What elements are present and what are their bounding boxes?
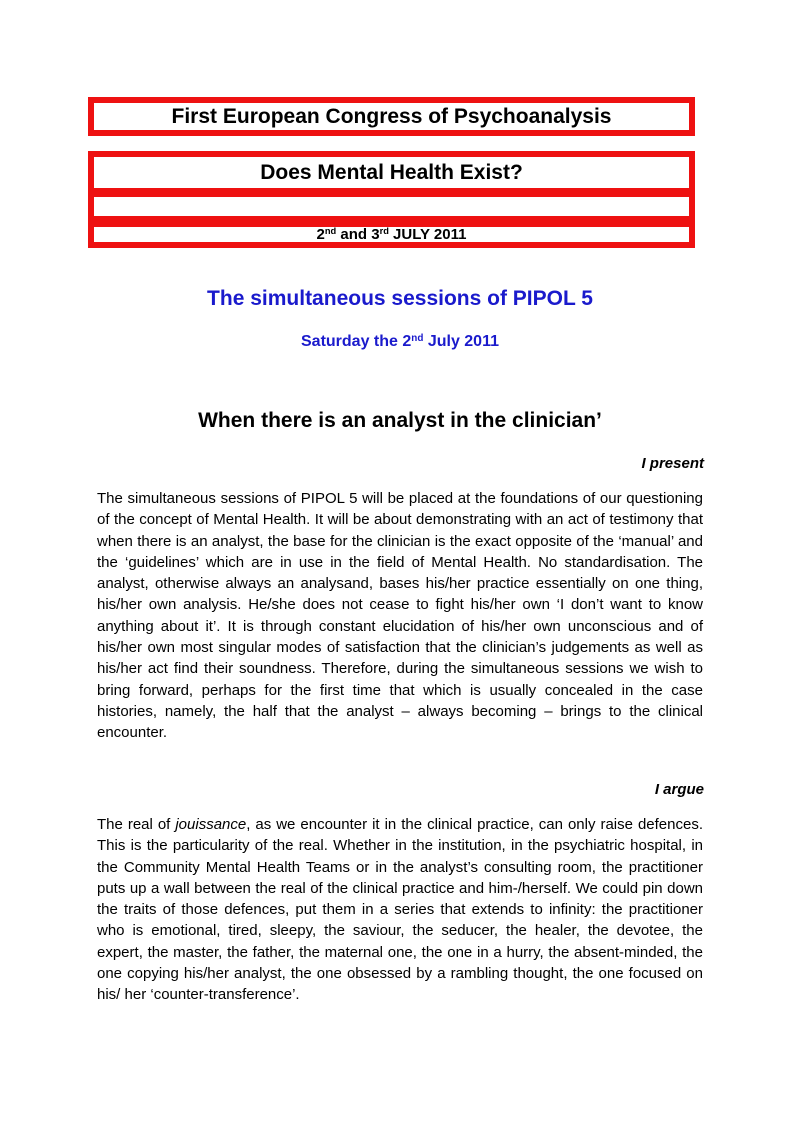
- paragraph-argue: [97, 814, 703, 1006]
- congress-date: [317, 226, 467, 243]
- section-label-argue: I argue: [654, 781, 704, 798]
- paragraph-argue-rest: , as we encounter it in the clinical practice, can only raise defences. This is the particularity of the real. Whether in the institution, in the psychiatric hospital, in the Community Mental Health Teams or in the analyst’s consulting room, the practitioner puts up a wall between the real of the clinical practice and him-/herself. We could pin down the traits of those defences, put them in a series that extends to infinity: the practitioner who is emotional, tired, sleepy, the saviour, the seducer, the healer, the devotee, the expert, the master, the father, the maternal one, the one in a hurry, the absent-minded, the one copying his/her analyst, the one obsessed by a rambling thought, the one focused on his/ her ‘counter-transference’.: [97, 816, 703, 1004]
- paragraph-argue-start: The real of: [97, 816, 176, 833]
- congress-title: First European Congress of Psychoanalysis: [171, 104, 612, 128]
- question-date-box: [88, 151, 695, 248]
- jouissance-term: jouissance: [175, 816, 247, 833]
- date-day1: 2: [316, 226, 325, 243]
- sessions-title: The simultaneous sessions of PIPOL 5: [207, 287, 593, 310]
- date-band: [94, 227, 689, 242]
- empty-band: [94, 197, 689, 216]
- date-day1-sup: nd: [324, 226, 337, 237]
- section-label-present: I present: [641, 455, 704, 472]
- sessions-date-prefix: Saturday the 2: [301, 333, 412, 350]
- date-day2-sup: rd: [379, 226, 389, 237]
- question-title: Does Mental Health Exist?: [260, 160, 523, 184]
- article-heading: When there is an analyst in the clinician’: [198, 409, 602, 432]
- sessions-date-sup: nd: [411, 333, 424, 345]
- paragraph-present: The simultaneous sessions of PIPOL 5 will be placed at the foundations of our questioning of the concept of Mental Health. It will be about demonstrating with an act of testimony that when there is an analyst, the base for the clinician is the exact opposite of the ‘manual’ and the ‘guidelines’ which are in use in the field of Mental Health. No standardisation. The analyst, otherwise always an analysand, bases his/her practice essentially on one thing, his/her own analysis. He/she does not cease to fight his/her own ‘I don’t want to know anything about it’. It is through constant elucidation of his/her own unconscious and of his/her own most singular modes of satisfaction that the clinician’s judgements as well as his/her act find their soundness. Therefore, during the simultaneous sessions we wish to bring forward, perhaps for the first time that which is usually concealed in the case histories, namely, the half that the analyst – always becoming – brings to the clinical encounter.: [97, 490, 703, 742]
- date-and: and 3: [336, 226, 380, 243]
- congress-title-box: [88, 97, 695, 136]
- date-month-year: JULY 2011: [388, 226, 467, 243]
- question-band: [94, 157, 689, 188]
- sessions-date-suffix: July 2011: [423, 333, 499, 350]
- sessions-date: [0, 333, 800, 351]
